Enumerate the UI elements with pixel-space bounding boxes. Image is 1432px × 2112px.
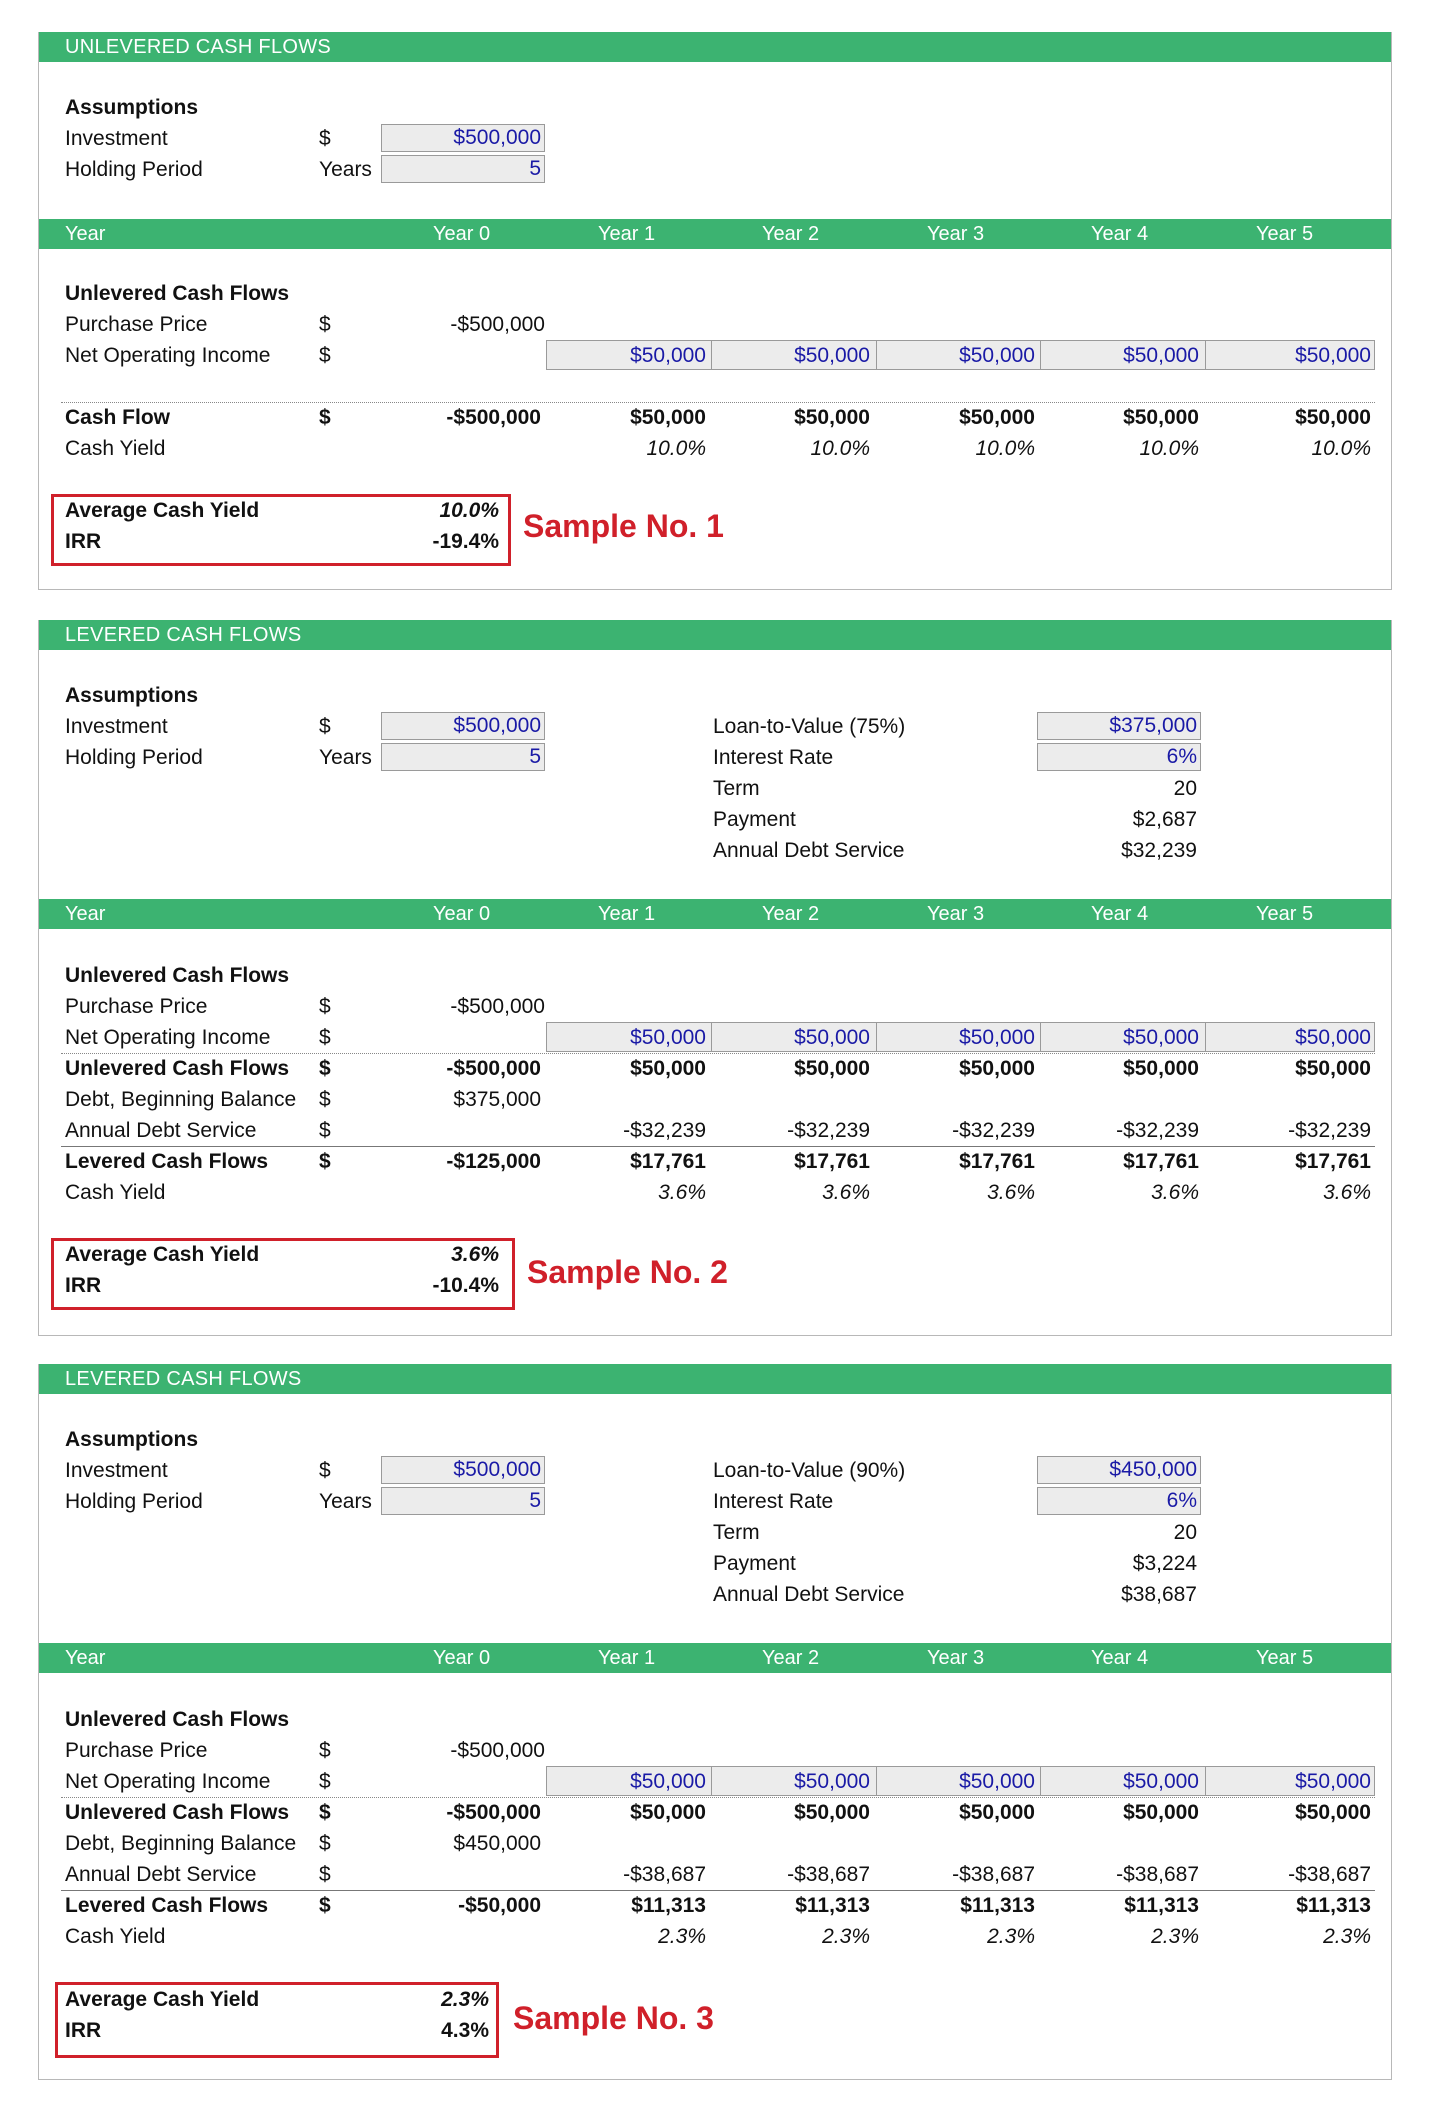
average-cash-yield-label: Average Cash Yield (65, 499, 260, 522)
cash-yield-year2: 10.0% (810, 437, 870, 460)
year-header-band (39, 899, 1391, 929)
noi-year1-input[interactable]: $50,000 (630, 344, 706, 367)
assumptions-heading: Assumptions (65, 96, 199, 119)
investment-input[interactable]: $500,000 (381, 124, 545, 152)
cash-flow-year5: $50,000 (1295, 406, 1371, 429)
unlevered-cf-year4: $50,000 (1123, 1057, 1199, 1080)
unlevered-cf-year0: -$500,000 (446, 1801, 541, 1824)
average-cash-yield-label: Average Cash Yield (65, 1243, 260, 1266)
unlevered-cf-year1: $50,000 (630, 1801, 706, 1824)
unlevered-cf-label: Unlevered Cash Flows (65, 1057, 290, 1080)
unlevered-cf-year0: -$500,000 (446, 1057, 541, 1080)
cash-yield-year5: 10.0% (1311, 437, 1371, 460)
debt-balance-label: Debt, Beginning Balance (65, 1088, 297, 1111)
purchase-price-unit: $ (319, 995, 331, 1018)
year-5-header: Year 5 (1256, 903, 1314, 925)
noi-year2-input[interactable]: $50,000 (794, 344, 870, 367)
section-heading: Unlevered Cash Flows (65, 964, 290, 987)
noi-year4-input[interactable]: $50,000 (1123, 344, 1199, 367)
levered-cf-year1: $17,761 (630, 1150, 706, 1173)
purchase-price-label: Purchase Price (65, 1739, 208, 1762)
debt-service-year3: -$32,239 (952, 1119, 1035, 1142)
levered-cf-label: Levered Cash Flows (65, 1150, 269, 1173)
unlevered-cf-unit: $ (319, 1057, 331, 1080)
year-4-header: Year 4 (1091, 223, 1149, 245)
year-4-header: Year 4 (1091, 1647, 1149, 1669)
levered-cf-year3: $11,313 (960, 1894, 1035, 1917)
year-4-header: Year 4 (1091, 903, 1149, 925)
interest-rate-label: Interest Rate (713, 746, 834, 769)
noi-year1-input[interactable]: $50,000 (630, 1770, 706, 1793)
payment-value: $2,687 (1132, 808, 1197, 831)
divider (61, 1797, 1375, 1798)
investment-unit: $ (319, 1459, 331, 1482)
unlevered-cf-year3: $50,000 (959, 1057, 1035, 1080)
levered-cf-year5: $17,761 (1295, 1150, 1371, 1173)
average-cash-yield-value: 10.0% (439, 499, 499, 522)
cash-yield-label: Cash Yield (65, 1925, 166, 1948)
levered-cf-year0: -$125,000 (446, 1150, 541, 1173)
debt-service-year2: -$38,687 (787, 1863, 870, 1886)
ltv-input[interactable]: $450,000 (1037, 1456, 1201, 1484)
unlevered-cf-label: Unlevered Cash Flows (65, 1801, 290, 1824)
noi-label: Net Operating Income (65, 1770, 271, 1793)
annual-debt-service-label: Annual Debt Service (713, 1583, 905, 1606)
investment-unit: $ (319, 127, 331, 150)
divider (61, 402, 1375, 403)
term-value: 20 (1173, 777, 1197, 800)
divider (61, 1146, 1375, 1147)
payment-value: $3,224 (1132, 1552, 1197, 1575)
panel-title: UNLEVERED CASH FLOWS (39, 32, 1391, 62)
panel-title: LEVERED CASH FLOWS (39, 620, 1391, 650)
year-1-header: Year 1 (598, 903, 656, 925)
debt-service-year1: -$38,687 (623, 1863, 706, 1886)
debt-service-row-label: Annual Debt Service (65, 1863, 257, 1886)
divider (61, 1890, 1375, 1891)
irr-label: IRR (65, 1274, 102, 1297)
panel-title: LEVERED CASH FLOWS (39, 1364, 1391, 1394)
debt-balance-label: Debt, Beginning Balance (65, 1832, 297, 1855)
year-0-header: Year 0 (433, 1647, 491, 1669)
annual-debt-service-label: Annual Debt Service (713, 839, 905, 862)
investment-input[interactable]: $500,000 (381, 1456, 545, 1484)
unlevered-cf-year4: $50,000 (1123, 1801, 1199, 1824)
debt-service-year4: -$32,239 (1116, 1119, 1199, 1142)
noi-year4-input[interactable]: $50,000 (1123, 1770, 1199, 1793)
irr-label: IRR (65, 2019, 102, 2042)
cash-yield-year4: 3.6% (1151, 1181, 1199, 1204)
holding-period-input[interactable]: 5 (381, 155, 545, 183)
noi-year3-input[interactable]: $50,000 (959, 1026, 1035, 1049)
purchase-price-label: Purchase Price (65, 995, 208, 1018)
levered-cf-year2: $11,313 (795, 1894, 870, 1917)
assumptions-heading: Assumptions (65, 684, 199, 707)
holding-period-label: Holding Period (65, 158, 203, 181)
unlevered-cf-year5: $50,000 (1295, 1057, 1371, 1080)
term-value: 20 (1173, 1521, 1197, 1544)
holding-period-input[interactable]: 5 (381, 743, 545, 771)
investment-label: Investment (65, 127, 168, 150)
noi-year5-input[interactable]: $50,000 (1295, 1770, 1371, 1793)
sample-label: Sample No. 1 (523, 508, 724, 544)
irr-label: IRR (65, 530, 102, 553)
levered-cf-unit: $ (319, 1150, 331, 1173)
cash-yield-year1: 2.3% (658, 1925, 706, 1948)
noi-year3-input[interactable]: $50,000 (959, 1770, 1035, 1793)
cash-flow-year2: $50,000 (794, 406, 870, 429)
purchase-price-label: Purchase Price (65, 313, 208, 336)
unlevered-cf-year2: $50,000 (794, 1801, 870, 1824)
cash-yield-year1: 3.6% (658, 1181, 706, 1204)
year-1-header: Year 1 (598, 1647, 656, 1669)
cash-yield-label: Cash Yield (65, 1181, 166, 1204)
purchase-price-year0: -$500,000 (450, 313, 545, 336)
levered-cf-label: Levered Cash Flows (65, 1894, 269, 1917)
cash-yield-year1: 10.0% (646, 437, 706, 460)
cash-yield-year3: 2.3% (987, 1925, 1035, 1948)
holding-period-unit: Years (319, 746, 372, 769)
irr-value: 4.3% (441, 2019, 489, 2042)
year-col-label: Year (65, 223, 106, 245)
cash-yield-year5: 3.6% (1323, 1181, 1371, 1204)
investment-input[interactable]: $500,000 (381, 712, 545, 740)
cash-yield-year2: 3.6% (822, 1181, 870, 1204)
debt-service-year5: -$32,239 (1288, 1119, 1371, 1142)
noi-year2-input[interactable]: $50,000 (794, 1026, 870, 1049)
average-cash-yield-value: 2.3% (441, 1988, 489, 2011)
holding-period-unit: Years (319, 158, 372, 181)
unlevered-cf-year2: $50,000 (794, 1057, 870, 1080)
levered-cf-year5: $11,313 (1296, 1894, 1371, 1917)
year-col-label: Year (65, 1647, 106, 1669)
ltv-label: Loan-to-Value (75%) (713, 715, 906, 738)
average-cash-yield-label: Average Cash Yield (65, 1988, 260, 2011)
noi-year1-input[interactable]: $50,000 (630, 1026, 706, 1049)
year-header-band (39, 219, 1391, 249)
cash-yield-year3: 10.0% (975, 437, 1035, 460)
cash-yield-year5: 2.3% (1323, 1925, 1371, 1948)
year-3-header: Year 3 (927, 1647, 985, 1669)
cash-yield-year4: 2.3% (1151, 1925, 1199, 1948)
noi-unit: $ (319, 1770, 331, 1793)
investment-label: Investment (65, 1459, 168, 1482)
levered-panel-90 (38, 1364, 1392, 2080)
interest-rate-input[interactable]: 6% (1037, 1487, 1201, 1515)
cash-yield-year3: 3.6% (987, 1181, 1035, 1204)
year-2-header: Year 2 (762, 903, 820, 925)
average-cash-yield-value: 3.6% (451, 1243, 499, 1266)
noi-unit: $ (319, 344, 331, 367)
cash-yield-year2: 2.3% (822, 1925, 870, 1948)
year-5-header: Year 5 (1256, 223, 1314, 245)
levered-panel-75 (38, 620, 1392, 1336)
debt-service-row-label: Annual Debt Service (65, 1119, 257, 1142)
annual-debt-service-value: $38,687 (1121, 1583, 1197, 1606)
holding-period-unit: Years (319, 1490, 372, 1513)
noi-label: Net Operating Income (65, 344, 271, 367)
cash-flow-label: Cash Flow (65, 406, 171, 429)
noi-year5-input[interactable]: $50,000 (1295, 1026, 1371, 1049)
levered-cf-year4: $11,313 (1124, 1894, 1199, 1917)
term-label: Term (713, 777, 760, 800)
levered-cf-year4: $17,761 (1123, 1150, 1199, 1173)
levered-cf-year0: -$50,000 (458, 1894, 541, 1917)
levered-cf-year2: $17,761 (794, 1150, 870, 1173)
debt-service-year1: -$32,239 (623, 1119, 706, 1142)
debt-service-row-unit: $ (319, 1119, 331, 1142)
annual-debt-service-value: $32,239 (1121, 839, 1197, 862)
payment-label: Payment (713, 808, 796, 831)
year-3-header: Year 3 (927, 223, 985, 245)
year-col-label: Year (65, 903, 106, 925)
divider (61, 1053, 1375, 1054)
cash-flow-year4: $50,000 (1123, 406, 1199, 429)
noi-year2-input[interactable]: $50,000 (794, 1770, 870, 1793)
holding-period-label: Holding Period (65, 1490, 203, 1513)
investment-label: Investment (65, 715, 168, 738)
levered-cf-year3: $17,761 (959, 1150, 1035, 1173)
year-0-header: Year 0 (433, 903, 491, 925)
debt-balance-unit: $ (319, 1088, 331, 1111)
unlevered-cf-year3: $50,000 (959, 1801, 1035, 1824)
year-1-header: Year 1 (598, 223, 656, 245)
year-2-header: Year 2 (762, 1647, 820, 1669)
section-heading: Unlevered Cash Flows (65, 282, 290, 305)
purchase-price-unit: $ (319, 1739, 331, 1762)
year-2-header: Year 2 (762, 223, 820, 245)
irr-value: -10.4% (432, 1274, 499, 1297)
ltv-input[interactable]: $375,000 (1037, 712, 1201, 740)
investment-unit: $ (319, 715, 331, 738)
year-0-header: Year 0 (433, 223, 491, 245)
holding-period-label: Holding Period (65, 746, 203, 769)
interest-rate-label: Interest Rate (713, 1490, 834, 1513)
unlevered-cf-year1: $50,000 (630, 1057, 706, 1080)
debt-balance-unit: $ (319, 1832, 331, 1855)
noi-label: Net Operating Income (65, 1026, 271, 1049)
purchase-price-year0: -$500,000 (450, 995, 545, 1018)
debt-balance-year0: $450,000 (453, 1832, 541, 1855)
unlevered-panel (38, 32, 1392, 590)
irr-value: -19.4% (432, 530, 499, 553)
assumptions-heading: Assumptions (65, 1428, 199, 1451)
interest-rate-input[interactable]: 6% (1037, 743, 1201, 771)
levered-cf-unit: $ (319, 1894, 331, 1917)
noi-year4-input[interactable]: $50,000 (1123, 1026, 1199, 1049)
payment-label: Payment (713, 1552, 796, 1575)
cash-yield-label: Cash Yield (65, 437, 166, 460)
debt-service-year2: -$32,239 (787, 1119, 870, 1142)
noi-year5-input[interactable]: $50,000 (1295, 344, 1371, 367)
unlevered-cf-unit: $ (319, 1801, 331, 1824)
debt-balance-year0: $375,000 (453, 1088, 541, 1111)
unlevered-cf-year5: $50,000 (1295, 1801, 1371, 1824)
purchase-price-year0: -$500,000 (450, 1739, 545, 1762)
holding-period-input[interactable]: 5 (381, 1487, 545, 1515)
section-heading: Unlevered Cash Flows (65, 1708, 290, 1731)
noi-year3-input[interactable]: $50,000 (959, 344, 1035, 367)
ltv-label: Loan-to-Value (90%) (713, 1459, 906, 1482)
cash-flow-year0: -$500,000 (446, 406, 541, 429)
levered-cf-year1: $11,313 (631, 1894, 706, 1917)
year-header-band (39, 1643, 1391, 1673)
cash-flow-year1: $50,000 (630, 406, 706, 429)
purchase-price-unit: $ (319, 313, 331, 336)
sample-label: Sample No. 3 (513, 2000, 714, 2036)
term-label: Term (713, 1521, 760, 1544)
cash-yield-year4: 10.0% (1139, 437, 1199, 460)
debt-service-year4: -$38,687 (1116, 1863, 1199, 1886)
noi-unit: $ (319, 1026, 331, 1049)
cash-flow-unit: $ (319, 406, 331, 429)
year-5-header: Year 5 (1256, 1647, 1314, 1669)
debt-service-row-unit: $ (319, 1863, 331, 1886)
debt-service-year5: -$38,687 (1288, 1863, 1371, 1886)
year-3-header: Year 3 (927, 903, 985, 925)
sample-label: Sample No. 2 (527, 1254, 728, 1290)
debt-service-year3: -$38,687 (952, 1863, 1035, 1886)
cash-flow-year3: $50,000 (959, 406, 1035, 429)
